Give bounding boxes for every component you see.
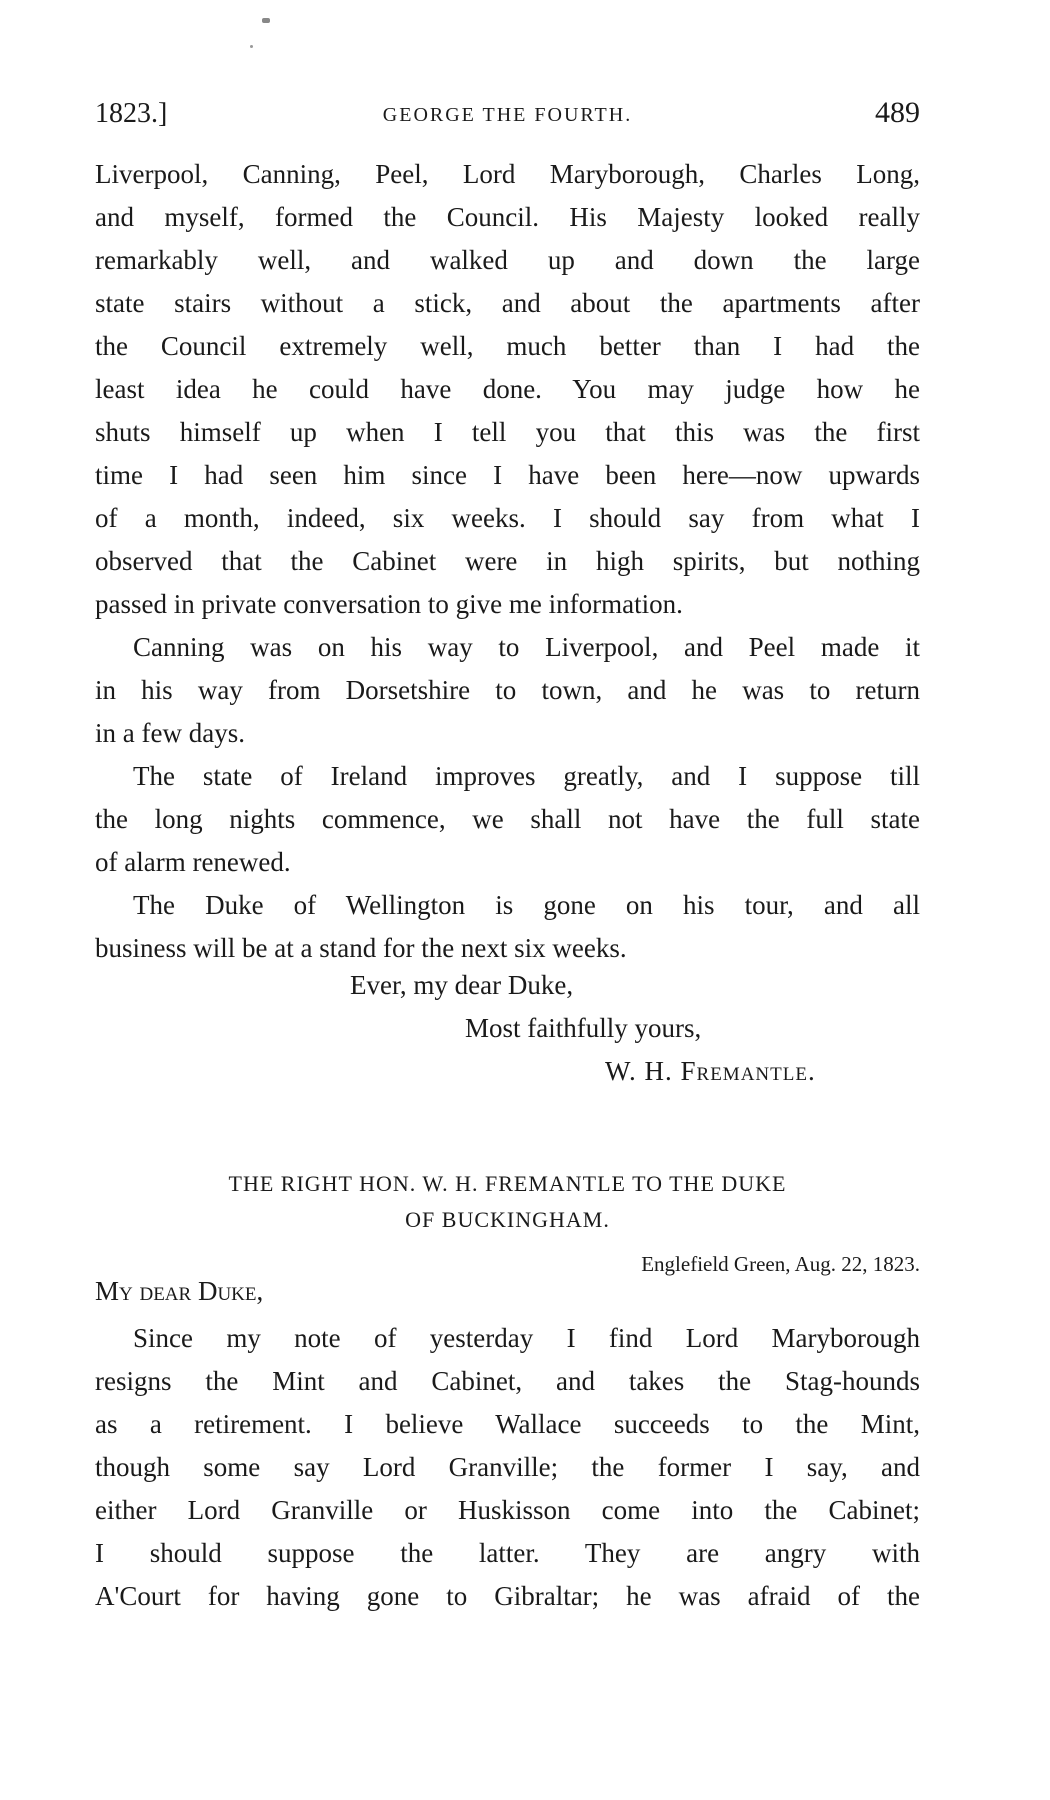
text-line: either Lord Granville or Huskisson come into the Cabinet; [95,1495,920,1525]
text-line: least idea he could have done. You may judge how he [95,374,920,404]
text-line: resigns the Mint and Cabinet, and takes the Stag-hounds [95,1366,920,1396]
text-line: Liverpool, Canning, Peel, Lord Maryborough, Charles Long, [95,159,920,189]
text-line: time I had seen him since I have been here—now upwards [95,460,920,490]
text-line: Since my note of yesterday I find Lord Maryborough [133,1323,920,1353]
text-line: Canning was on his way to Liverpool, and Peel made it [133,632,920,662]
closing-line-2: Most faithfully yours, [465,1013,702,1043]
text-line: The Duke of Wellington is gone on his tour, and all [133,890,920,920]
letter2-heading [95,1166,920,1238]
text-line: The state of Ireland improves greatly, and I suppose till [133,761,920,791]
ink-speck [262,18,270,23]
text-line: A'Court for having gone to Gibraltar; he was afraid of the [95,1581,920,1611]
text-line: remarkably well, and walked up and down the large [95,245,920,275]
text-line: state stairs without a stick, and about the apartments after [95,288,920,318]
text-line: as a retirement. I believe Wallace succeeds to the Mint, [95,1409,920,1439]
text-line: and myself, formed the Council. His Majesty looked really [95,202,920,232]
text-line: though some say Lord Granville; the former I say, and [95,1452,920,1482]
text-line: in his way from Dorsetshire to town, and he was to return [95,675,920,705]
salutation: My dear Duke, [95,1276,264,1306]
letter1-paragraph-2 [95,626,920,755]
text-line: business will be at a stand for the next six weeks. [95,933,627,963]
dateline: Englefield Green, Aug. 22, 1823. [641,1252,920,1276]
page-number: 489 [875,96,920,129]
heading-line-1: THE RIGHT HON. W. H. FREMANTLE TO THE DUKE [228,1171,787,1196]
closing-line-1: Ever, my dear Duke, [350,970,574,1000]
letter1-paragraph-4 [95,884,920,970]
text-line: passed in private conversation to give me information. [95,589,683,619]
letter1-paragraph-1 [95,153,920,626]
header-title: GEORGE THE FOURTH. [382,104,633,126]
letter1-paragraph-3 [95,755,920,884]
running-header [95,98,920,138]
ink-speck [250,45,253,48]
text-line: the long nights commence, we shall not have the full state [95,804,920,834]
signature: W. H. Fremantle. [605,1056,816,1086]
heading-line-2: OF BUCKINGHAM. [405,1207,610,1232]
text-line: of alarm renewed. [95,847,291,877]
text-line: observed that the Cabinet were in high spirits, but nothing [95,546,920,576]
text-line: shuts himself up when I tell you that this was the first [95,417,920,447]
text-line: I should suppose the latter. They are angry with [95,1538,920,1568]
text-line: in a few days. [95,718,245,748]
header-year: 1823.] [95,98,168,129]
text-line: the Council extremely well, much better than I had the [95,331,920,361]
text-line: of a month, indeed, six weeks. I should say from what I [95,503,920,533]
letter2-body [95,1317,920,1618]
